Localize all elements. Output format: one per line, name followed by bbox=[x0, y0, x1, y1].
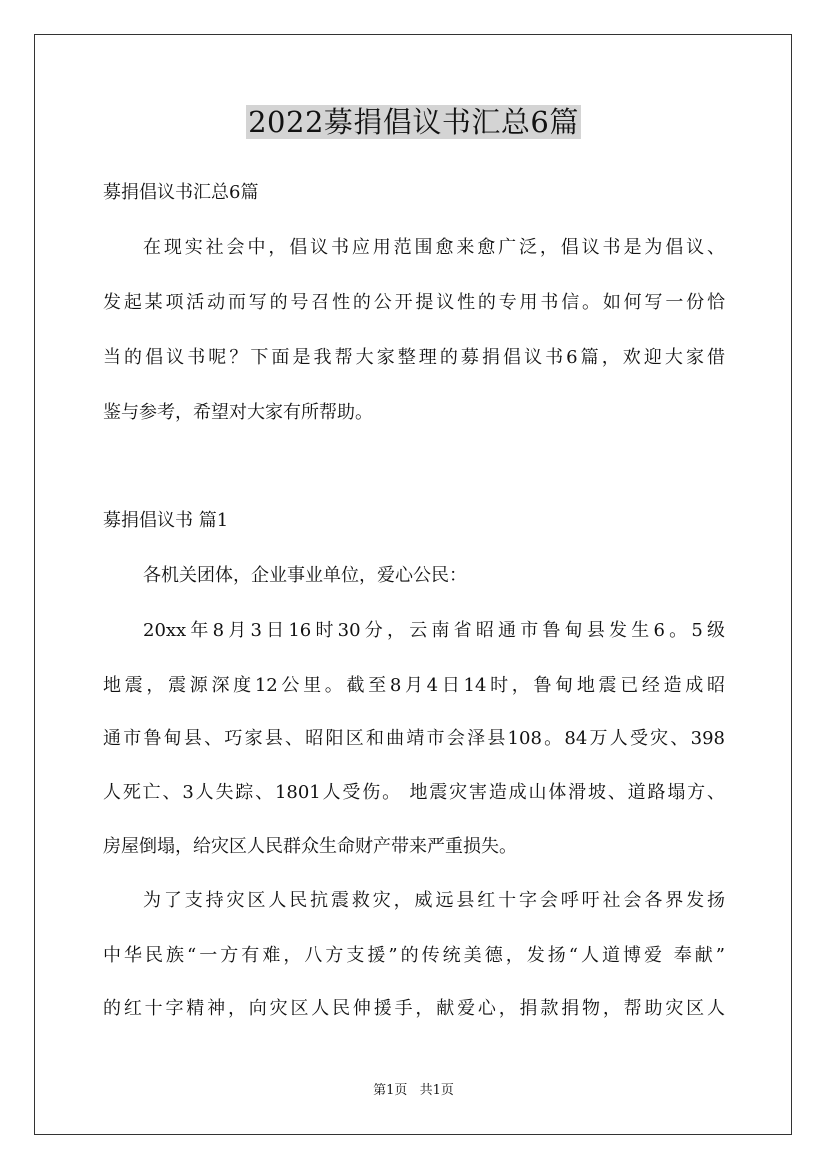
document-subtitle: 募捐倡议书汇总6篇 bbox=[103, 182, 259, 203]
paragraph1-line-1: 20xx年8月3日16时30分，云南省昭通市鲁甸县发生6。5级 bbox=[143, 620, 725, 641]
paragraph1-line-5: 房屋倒塌，给灾区人民群众生命财产带来严重损失。 bbox=[103, 836, 517, 857]
intro-line-1: 在现实社会中，倡议书应用范围愈来愈广泛，倡议书是为倡议、 bbox=[143, 237, 725, 258]
paragraph1-line-3: 通市鲁甸县、巧家县、昭阳区和曲靖市会泽县108。84万人受灾、398 bbox=[103, 728, 725, 749]
page-footer bbox=[0, 1083, 827, 1099]
page-total: 共1页 bbox=[419, 1083, 454, 1098]
paragraph2-line-2: 中华民族“一方有难，八方支援”的传统美德，发扬“人道博爱 奉献” bbox=[103, 945, 725, 966]
salutation: 各机关团体，企业事业单位，爱心公民： bbox=[143, 565, 467, 586]
intro-line-3: 当的倡议书呢？下面是我帮大家整理的募捐倡议书6篇，欢迎大家借 bbox=[103, 347, 725, 368]
page-number: 第1页 bbox=[373, 1083, 408, 1098]
paragraph2-line-3: 的红十字精神，向灾区人民伸援手，献爱心，捐款捐物，帮助灾区人 bbox=[103, 998, 725, 1019]
paragraph1-line-2: 地震，震源深度12公里。截至8月4日14时，鲁甸地震已经造成昭 bbox=[103, 675, 725, 696]
paragraph2-line-1: 为了支持灾区人民抗震救灾，威远县红十字会呼吁社会各界发扬 bbox=[143, 890, 725, 911]
document-title-text: 2022募捐倡议书汇总6篇 bbox=[248, 105, 579, 139]
document-title bbox=[0, 100, 827, 144]
intro-line-4: 鉴与参考，希望对大家有所帮助。 bbox=[103, 402, 373, 423]
intro-line-2: 发起某项活动而写的号召性的公开提议性的专用书信。如何写一份恰 bbox=[103, 292, 725, 313]
section-heading: 募捐倡议书 篇1 bbox=[103, 510, 229, 531]
paragraph1-line-4: 人死亡、3人失踪、1801人受伤。 地震灾害造成山体滑坡、道路塌方、 bbox=[103, 782, 725, 803]
